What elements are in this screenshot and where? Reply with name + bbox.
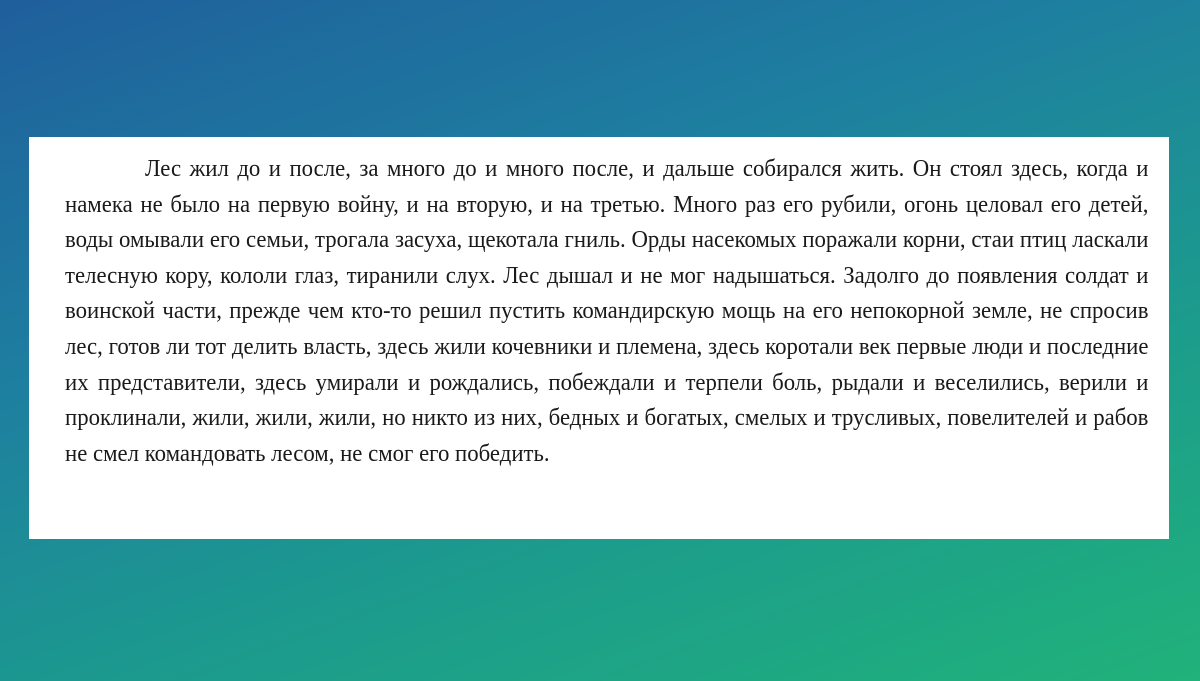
text-panel (29, 137, 1169, 539)
body-paragraph: Лес жил до и после, за много до и много после, и дальше собирался жить. Он стоял здесь, когда и намека не было на первую войну, и на вторую, и на третью. Много раз его рубили, огонь целовал его детей, воды омывали его семьи, трогала засуха, щекотала гниль. Орды насекомых поражали корни, стаи птиц ласкали телесную кору, кололи глаз, тиранили слух. Лес дышал и не мог надышаться. Задолго до появления солдат и воинской части, прежде чем кто-то решил пустить командирскую мощь на его непокорной земле, не спросив лес, готов ли тот делить власть, здесь жили кочевники и племена, здесь коротали век первые люди и последние их представители, здесь умирали и рождались, побеждали и терпели боль, рыдали и веселились, верили и проклинали, жили, жили, жили, но никто из них, бедных и богатых, смелых и трусливых, повелителей и рабов не смел командовать лесом, не смог его победить. (65, 155, 1149, 467)
